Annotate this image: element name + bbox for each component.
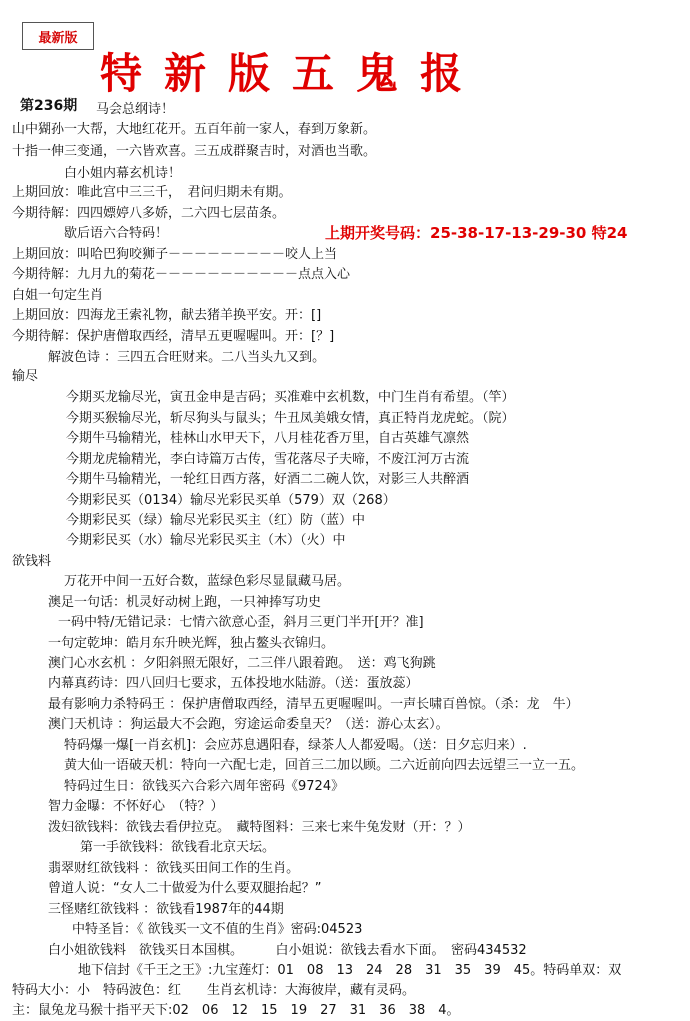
text-line: 一句定乾坤：皓月东升映光辉，独占鳌头衣锦归。 — [48, 636, 335, 651]
text-line: 特码过生日：欲钱买六合彩六周年密码《9724》 — [64, 779, 345, 794]
text-line: 今期彩民买（绿）输尽光彩民买主（红）防（蓝）中 — [66, 513, 366, 528]
text-line: 澳足一句话：机灵好动树上跑，一只神捧写功史 — [48, 595, 322, 610]
text-line: 最有影响力杀特码王 ：保护唐僧取西经，清早五更喔喔叫。一声长啸百兽惊。（杀：龙 牛） — [48, 697, 579, 712]
text-line: 今期待解：保护唐僧取西经，清早五更喔喔叫。开：[？] — [12, 329, 335, 344]
text-line: 今期彩民买（水）输尽光彩民买主（木）（火）中 — [66, 533, 346, 548]
text-line: 输尽 — [12, 369, 39, 384]
text-line: 曾道人说：“女人二十做爱为什么要双腿抬起？” — [48, 881, 322, 896]
text-line: 今期买猴输尽光，斩尽狗头与鼠头；牛丑凤美娥女情，真正特肖龙虎蛇。（院） — [66, 411, 515, 426]
text-line: 内幕真药诗：四八回归七要求，五体投地水陆游。（送：蛋放蕊） — [48, 676, 419, 691]
text-line: 白姐一句定生肖 — [12, 288, 104, 303]
text-line: 今期牛马输精光，一轮红日西方落，好酒二二碗人饮，对影三人共醉酒 — [66, 472, 470, 487]
text-line: 一码中特/无错记录：七情六欲意心歪，斜月三更门半开[开？准] — [58, 615, 424, 630]
text-line: 黄大仙一语破天机：特向一六配七走，回首三二加以顾。二六近前向四去远望三一立一五。 — [64, 758, 585, 773]
text-line: 欲钱料 — [12, 554, 52, 569]
text-line: 白小姐内幕玄机诗！ — [64, 166, 182, 181]
text-line: 主：鼠兔龙马猴十指平天下:02 06 12 15 19 27 31 36 38 4。 — [12, 1003, 460, 1018]
text-line: 十指一伸三变通，一六皆欢喜。三五成群聚吉时，对酒也当歌。 — [12, 144, 377, 159]
text-line: 今期牛马输精光，桂林山水甲天下，八月桂花香万里，自古英雄气凛然 — [66, 431, 470, 446]
text-line: 地下信封《千王之王》:九宝莲灯：01 08 13 24 28 31 35 39 45。特码单双：双 — [78, 963, 622, 978]
text-line: 山中猢孙一大帮，大地红花开。五百年前一家人，春到万象新。 — [12, 122, 377, 137]
text-line: 万花开中间一五好合数，蓝绿色彩尽显鼠藏马居。 — [64, 574, 351, 589]
text-line: 解波色诗 ：三四五合旺财来。二八当头九又到。 — [48, 350, 326, 365]
text-line: 第一手欲钱料：欲钱看北京天坛。 — [80, 840, 276, 855]
text-line: 澳门天机诗 ：狗运最大不会跑，穷途运命委皇天？（送：游心太玄）。 — [48, 717, 449, 732]
text-line: 翡翠财红欲钱料 ：欲钱买田间工作的生肖。 — [48, 861, 300, 876]
text-line: 歇后语六合特码！ — [64, 226, 169, 241]
text-line: 今期待解：四四嫖婷八多娇，二六四七层苗条。 — [12, 206, 286, 221]
text-line: 今期待解：九月九的菊花－－－－－－－－－－－点点入心 — [12, 267, 351, 282]
text-line: 上期回放：叫哈巴狗咬狮子－－－－－－－－－咬人上当 — [12, 247, 338, 262]
text-line: 上期回放：唯此宫中三三千， 君问归期未有期。 — [12, 185, 292, 200]
text-line: 中特圣旨：《 欲钱买一文不值的生肖》密码:04523 — [72, 922, 363, 937]
lottery-result: 上期开奖号码：25-38-17-13-29-30 特24 — [325, 224, 628, 242]
text-line: 今期龙虎输精光，李白诗篇万古传，雪花落尽子夫啼，不废江河万古流 — [66, 452, 470, 467]
text-line: 澳门心水玄机 ：夕阳斜照无限好，二三伴八跟着跑。 送：鸡飞狗跳 — [48, 656, 436, 671]
text-line: 上期回放：四海龙王索礼物，献去猪羊换平安。开：[] — [12, 308, 322, 323]
text-line: 三怪赌红欲钱料 ：欲钱看1987年的44期 — [48, 902, 284, 917]
text-line: 特码大小：小 特码波色：红 生肖玄机诗：大海彼岸，藏有灵码。 — [12, 983, 416, 998]
text-line: 智力金曝：不怀好心 （特？） — [48, 799, 224, 814]
edition-badge: 最新版 — [22, 22, 94, 50]
text-line: 今期买龙输尽光，寅丑金申是吉码；买准难中玄机数，中门生肖有希望。（竿） — [66, 390, 515, 405]
text-line: 今期彩民买（0134）输尽光彩民买单（579）双（268） — [66, 493, 396, 508]
text-line: 马会总纲诗！ — [96, 102, 175, 117]
issue-number: 第236期 — [20, 98, 78, 114]
page-title: 特新版五鬼报 — [100, 49, 485, 98]
text-line: 白小姐欲钱料 欲钱买日本国棋。 白小姐说：欲钱去看水下面。 密码434532 — [48, 943, 527, 958]
text-line: 特码爆一爆[一肖玄机]：会应苏息遇阳春，绿茶人人都爱喝。（送：日夕忘归来）. — [64, 738, 527, 753]
text-line: 泼妇欲钱料：欲钱去看伊拉克。 藏特图料：三来七来牛兔发财（开：？） — [48, 820, 471, 835]
